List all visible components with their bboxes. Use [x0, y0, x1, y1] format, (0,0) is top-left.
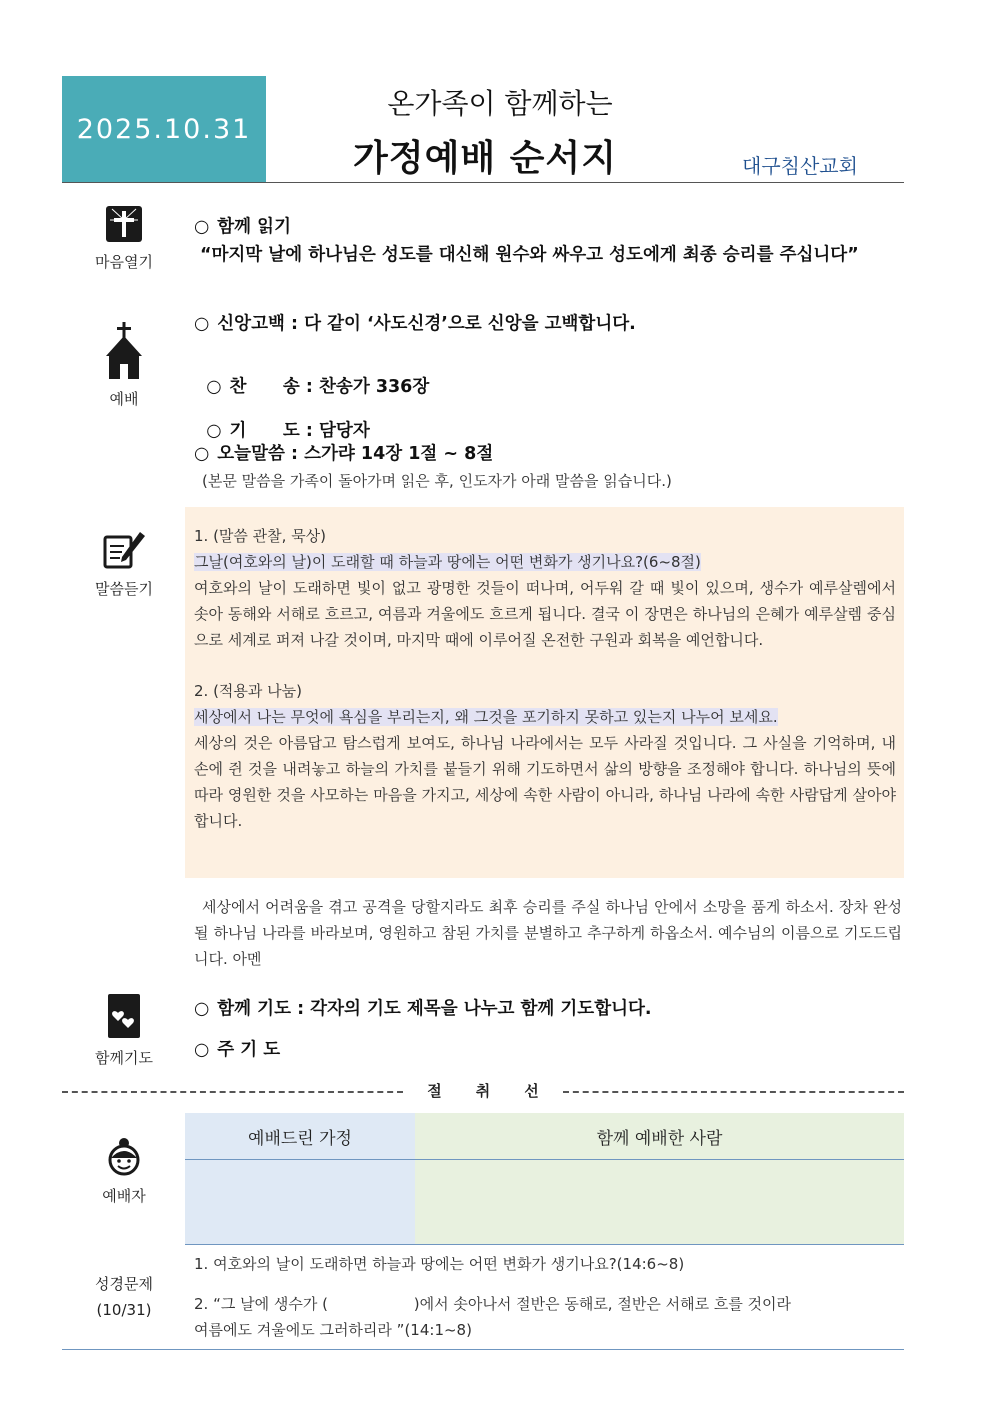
table-header-family: 예배드린 가정 [185, 1113, 415, 1159]
bullet: ○ [194, 217, 210, 237]
title-divider [62, 182, 904, 183]
quiz-question-2-cont: 여름에도 겨울에도 그러하리라 ”(14:1~8) [194, 1321, 472, 1339]
hymn-line: ○ 찬 송 : 찬송가 336장 [206, 377, 430, 397]
scripture-text: 오늘말씀 : 스가랴 14장 1절 ~ 8절 [217, 444, 494, 464]
closing-prayer: 세상에서 어려움을 겪고 공격을 당할지라도 최후 승리를 주실 하나님 안에서 소망을 품게 하소서. 장차 완성될 하나님 나라를 바라보며, 영원하고 참된 가치를 분별하고 추구하게 하옵소서. 예수님의 이름으로 기도드립니다. 아멘 [194, 898, 902, 968]
note-pencil-icon [102, 530, 146, 570]
key-quote: “마지막 날에 하나님은 성도를 대신해 원수와 싸우고 성도에게 최종 승리를 주십니다” [200, 245, 859, 265]
bottom-divider [62, 1349, 904, 1350]
creed-text: 신앙고백 : 다 같이 ‘사도신경’으로 신앙을 고백합니다. [217, 314, 636, 334]
scripture-line: ○ 오늘말씀 : 스가랴 14장 1절 ~ 8절 [194, 444, 494, 464]
section-open-label: 마음열기 [95, 253, 153, 271]
date-badge: 2025.10.31 [62, 76, 266, 182]
subtitle: 온가족이 함께하는 [387, 87, 613, 120]
cut-line-label: 절취선 [427, 1082, 573, 1100]
lords-prayer-line: ○ 주 기 도 [194, 1040, 281, 1060]
dashed-rule [563, 1091, 904, 1093]
read-together-heading [194, 213, 291, 238]
church-icon [104, 322, 144, 380]
quiz-question-2: 2. “그 날에 생수가 ( )에서 솟아나서 절반은 동해로, 절반은 서해로 흐를 것이라 [194, 1295, 792, 1313]
table-header-members: 함께 예배한 사람 [415, 1113, 904, 1159]
hearts-card-icon [107, 993, 141, 1039]
family-cell[interactable] [185, 1159, 415, 1244]
reading-note: (본문 말씀을 가족이 돌아가며 읽은 후, 인도자가 아래 말씀을 읽습니다.) [202, 472, 672, 490]
pray-together-line: ○ 함께 기도 : 각자의 기도 제목을 나누고 함께 기도합니다. [194, 999, 652, 1019]
section-worship [70, 322, 178, 409]
section-worship-label: 예배 [109, 390, 139, 408]
section-word-label: 말씀듣기 [95, 580, 153, 598]
prayer-text: 기 도 : 담당자 [229, 421, 370, 441]
pray-together-text: 함께 기도 : 각자의 기도 제목을 나누고 함께 기도합니다. [217, 999, 652, 1019]
cut-line [62, 1080, 904, 1101]
section-quiz-label: 성경문제 [95, 1275, 153, 1293]
prayer-line: ○ 기 도 : 담당자 [206, 421, 370, 441]
section-word [70, 530, 178, 599]
observation-body: 여호와의 날이 도래하면 빛이 없고 광명한 것들이 떠나며, 어두워 갈 때 빛이 있으며, 생수가 예루살렘에서 솟아 동해와 서해로 흐르고, 여름과 겨울에도 흐르게 됩니다. 결국 이 장면은 하나님의 은혜가 예루살렘 중심으로 세계로 퍼져 나갈 것이며, 마지막 때에 이루어질 온전한 구원과 회복을 예언합니다. [194, 579, 896, 649]
application-question: 세상에서 나는 무엇에 욕심을 부리는지, 왜 그것을 포기하지 못하고 있는지 나누어 보세요. [194, 708, 778, 726]
read-together-label: 함께 읽기 [217, 217, 291, 237]
section-quiz-date: (10/31) [96, 1301, 152, 1319]
page-title: 가정예배 순서지 [353, 138, 617, 179]
section-worshiper-label: 예배자 [102, 1187, 146, 1205]
dashed-rule [62, 1091, 403, 1093]
application-body: 세상의 것은 아름답고 탐스럽게 보여도, 하나님 나라에서는 모두 사라질 것입니다. 그 사실을 기억하며, 내 손에 쥔 것을 내려놓고 하늘의 가치를 붙들기 위해 기도하면서 삶의 방향을 조정해야 합니다. 하나님의 뜻에 따라 영원한 것을 사모하는 마음을 가지고, 세상에 속한 사람이 아니라, 하나님 나라에 속한 사람답게 살아야 합니다. [194, 734, 896, 830]
observation-title: 1. (말씀 관찰, 묵상) [194, 527, 327, 545]
application-title: 2. (적용과 나눔) [194, 682, 303, 700]
table-bottom-rule [185, 1244, 904, 1245]
bible-cross-icon [105, 205, 143, 243]
lords-prayer-text: 주 기 도 [217, 1040, 281, 1060]
sermon-box [185, 507, 904, 878]
creed-line: ○ 신앙고백 : 다 같이 ‘사도신경’으로 신앙을 고백합니다. [194, 314, 636, 334]
section-pray-label: 함께기도 [95, 1049, 153, 1067]
section-open [70, 205, 178, 272]
person-face-icon [107, 1137, 141, 1177]
members-cell[interactable] [415, 1159, 904, 1244]
section-worshiper [70, 1137, 178, 1206]
section-quiz [70, 1271, 178, 1323]
observation-question: 그날(여호와의 날)이 도래할 때 하늘과 땅에는 어떤 변화가 생기나요?(6~8절) [194, 553, 701, 571]
quiz-question-1: 1. 여호와의 날이 도래하면 하늘과 땅에는 어떤 변화가 생기나요?(14:6~8) [194, 1255, 685, 1273]
section-pray [70, 993, 178, 1068]
attendance-table [185, 1113, 904, 1244]
hymn-text: 찬 송 : 찬송가 336장 [229, 377, 430, 397]
church-name: 대구침산교회 [742, 154, 858, 178]
